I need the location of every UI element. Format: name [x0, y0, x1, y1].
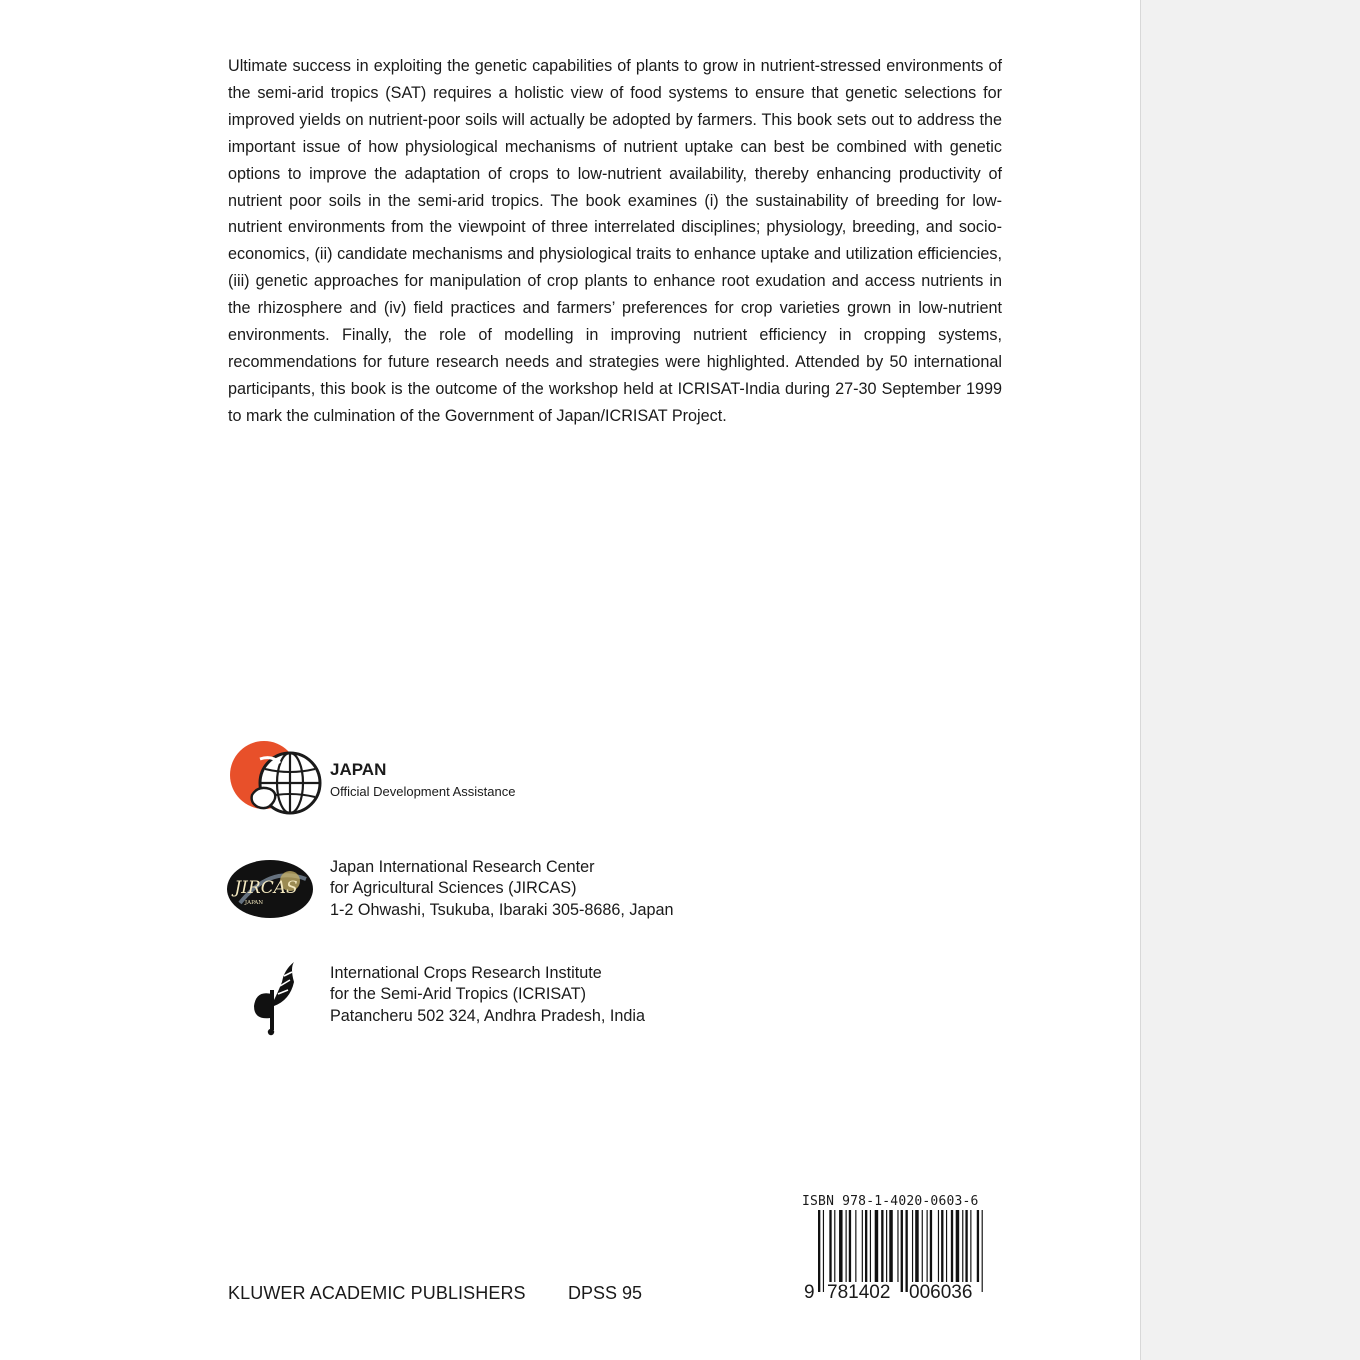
barcode-digits-left: 781402: [827, 1282, 891, 1303]
jircas-line-3: 1-2 Ohwashi, Tsukuba, Ibaraki 305-8686, Japan: [330, 900, 674, 919]
barcode-bar: [927, 1210, 928, 1282]
jircas-line-1: Japan International Research Center: [330, 858, 595, 876]
barcode-bar: [956, 1210, 960, 1282]
barcode-bar: [897, 1210, 898, 1282]
barcode-bar: [829, 1210, 831, 1282]
barcode-digit-first: 9: [804, 1282, 815, 1303]
barcode-bar: [965, 1210, 967, 1282]
icrisat-address: [330, 963, 645, 1027]
icrisat-line-2: for the Semi-Arid Tropics (ICRISAT): [330, 985, 587, 1004]
barcode-bar: [834, 1210, 835, 1282]
isbn-label: ISBN 978-1-4020-0603-6: [802, 1194, 979, 1209]
barcode-digits-right: 006036: [909, 1282, 973, 1303]
barcode-bar: [889, 1210, 893, 1282]
barcode-bar: [886, 1210, 887, 1282]
barcode-bar: [912, 1210, 913, 1282]
barcode-bar: [855, 1210, 856, 1282]
jircas-line-2: for Agricultural Sciences (JIRCAS): [330, 879, 577, 898]
barcode-bar: [951, 1210, 953, 1282]
barcode-bar: [823, 1210, 824, 1292]
barcode-bar: [846, 1210, 847, 1282]
barcode-bar: [938, 1210, 939, 1282]
barcode-bar: [982, 1210, 983, 1292]
isbn-barcode: [818, 1210, 986, 1292]
barcode-bar: [977, 1210, 979, 1282]
barcode-bar: [862, 1210, 863, 1282]
leaf-icon: [254, 993, 272, 1018]
japan-oda-logo: [228, 737, 324, 825]
series-number: DPSS 95: [568, 1283, 643, 1303]
barcode-bar: [875, 1210, 879, 1282]
book-description: Ultimate success in exploiting the genetic capabilities of plants to grow in nutrient-stressed environments of the semi-arid tropics (SAT) requires a holistic view of food systems to ensure that genetic selections for improved yields on nutrient-poor soils will actually be adopted by farmers. This book sets out to address the important issue of how physiological mechanisms of nutrient uptake can best be combined with genetic options to improve the adaptation of crops to low-nutrient availability, thereby enhancing productivity of nutrient poor soils in the semi-arid tropics. The book examines (i) the sustainability of breeding for low-nutrient environments from the viewpoint of three interrelated disciplines; physiology, breeding, and socio-economics, (ii) candidate mechanisms and physiological traits to enhance uptake and utilization efficiencies, (iii) genetic approaches for manipulation of crop plants to enhance root exudation and access nutrients in the rhizosphere and (iv) field practices and farmers’ preferences for crop varieties grown in low-nutrient environments. Finally, the role of modelling in improving nutrient efficiency in cropping systems, recommendations for future research needs and strategies were highlighted. Attended by 50 international participants, this book is the outcome of the workshop held at ICRISAT-India during 27-30 September 1999 to mark the culmination of the Government of Japan/ICRISAT Project.: [228, 57, 1002, 425]
oda-title: JAPAN: [330, 760, 387, 779]
barcode-bar: [962, 1210, 963, 1282]
barcode-bar: [901, 1210, 903, 1292]
barcode-bar: [970, 1210, 971, 1282]
barcode-bar: [818, 1210, 820, 1292]
jircas-address: [330, 857, 673, 921]
barcode-bar: [930, 1210, 932, 1282]
barcode-bar: [946, 1210, 947, 1282]
oda-subtitle: Official Development Assistance: [330, 784, 516, 799]
barcode-bar: [881, 1210, 883, 1282]
barcode-bar: [922, 1210, 923, 1282]
barcode-bar: [849, 1210, 851, 1282]
barcode-bar: [870, 1210, 871, 1282]
icrisat-logo: [250, 960, 300, 1036]
publisher-name: KLUWER ACADEMIC PUBLISHERS: [228, 1283, 526, 1303]
icrisat-line-1: International Crops Research Institute: [330, 964, 602, 982]
barcode-bar: [839, 1210, 843, 1282]
hand-icon: [252, 788, 276, 808]
icrisat-line-3: Patancheru 502 324, Andhra Pradesh, India: [330, 1006, 645, 1025]
oda-text-block: [330, 760, 515, 799]
barcode-bar: [941, 1210, 943, 1282]
barcode-bar: [865, 1210, 867, 1282]
barcode-bar: [915, 1210, 919, 1282]
barcode-bar: [905, 1210, 907, 1292]
jircas-logo-subtext: JAPAN: [244, 900, 264, 906]
jircas-logo: [226, 859, 314, 919]
jircas-logo-text: JIRCAS: [234, 878, 298, 898]
